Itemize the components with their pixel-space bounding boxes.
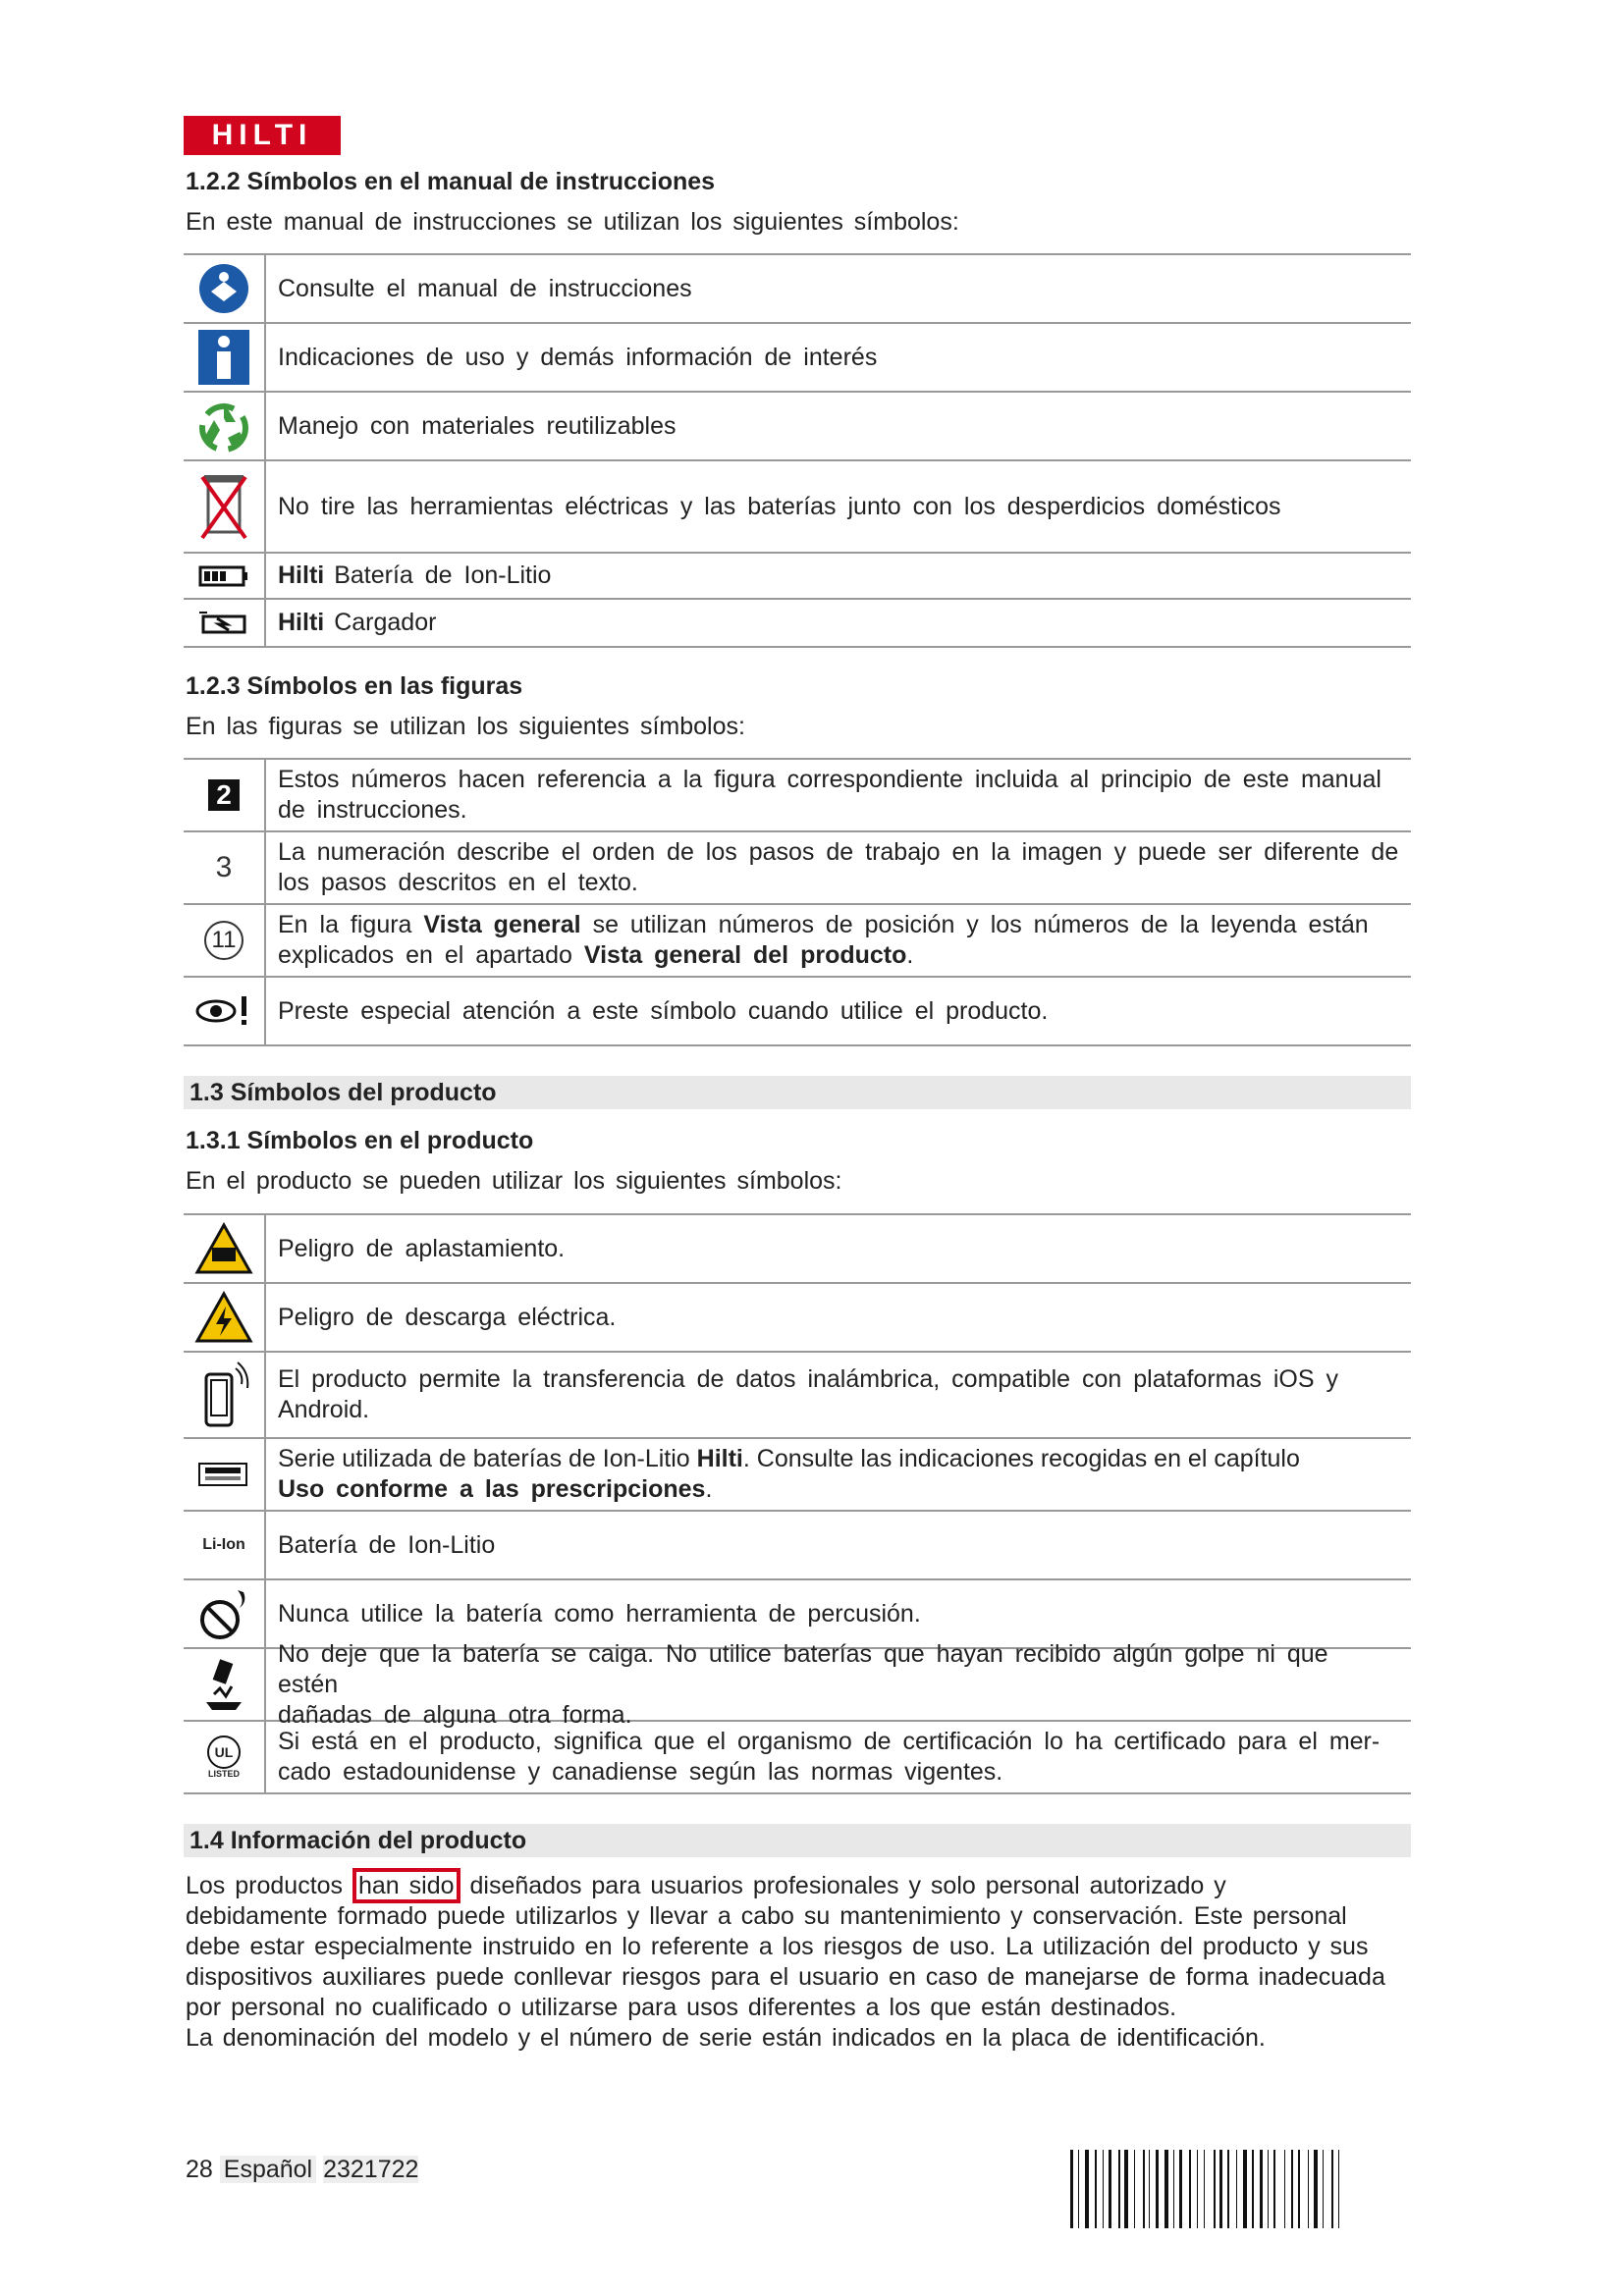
barcode-bar bbox=[1277, 2150, 1281, 2228]
barcode-bar bbox=[1204, 2150, 1205, 2228]
table-cell: No tire las herramientas eléctricas y las baterías junto con los desperdicios domésticos bbox=[278, 492, 1281, 520]
barcode-bar bbox=[1331, 2150, 1333, 2228]
barcode-bar bbox=[1113, 2150, 1115, 2228]
barcode-bar bbox=[1121, 2150, 1122, 2228]
barcode-bar bbox=[1284, 2150, 1285, 2228]
cell-line: de instrucciones. bbox=[278, 796, 467, 824]
barcode-bar bbox=[1103, 2150, 1104, 2228]
table-cell: Indicaciones de uso y demás información de interés bbox=[278, 343, 878, 371]
cell-line: En la figura Vista general se utilizan números de posición y los números de la leyenda están bbox=[278, 911, 1369, 938]
barcode-bar bbox=[1338, 2150, 1339, 2228]
cell-line: Android. bbox=[278, 1396, 370, 1423]
barcode-bar bbox=[1256, 2150, 1257, 2228]
table-row bbox=[184, 461, 1411, 554]
cell-line: Estos números hacen referencia a la figura correspondiente incluida al principio de este manual bbox=[278, 766, 1381, 793]
brand-name: Hilti bbox=[278, 609, 325, 636]
cell-line: los pasos descritos en el texto. bbox=[278, 869, 638, 896]
barcode-bar bbox=[1137, 2150, 1140, 2228]
table-row bbox=[184, 554, 1411, 600]
barcode-bar bbox=[1260, 2150, 1263, 2228]
barcode-bar bbox=[1146, 2150, 1147, 2228]
manual-icon bbox=[184, 255, 266, 322]
barcode-bar bbox=[1189, 2150, 1191, 2228]
cell-line: dañadas de alguna otra forma. bbox=[278, 1700, 632, 1729]
table-cell: Consulte el manual de instrucciones bbox=[278, 274, 692, 302]
barcode-bar bbox=[1085, 2150, 1089, 2228]
no-drop-icon bbox=[184, 1649, 266, 1720]
paragraph-line: por personal no cualificado o utilizarse para usos diferentes a los que están destinados. bbox=[186, 1994, 1177, 2021]
paragraph-line: debe estar especialmente instruido en lo referente a los riesgos de uso. La utilización del producto y sus bbox=[186, 1933, 1369, 1960]
barcode-bar bbox=[1207, 2150, 1211, 2228]
barcode-bar bbox=[1323, 2150, 1324, 2228]
wireless-phone-icon bbox=[184, 1353, 266, 1437]
table-cell bbox=[266, 905, 1411, 976]
section-intro-1-2-2: En este manual de instrucciones se utilizan los siguientes símbolos: bbox=[186, 208, 959, 236]
barcode-bar bbox=[1342, 2150, 1345, 2228]
barcode-bar bbox=[1225, 2150, 1226, 2228]
barcode-bar bbox=[1109, 2150, 1111, 2228]
barcode-bar bbox=[1273, 2150, 1275, 2228]
paragraph-line: debidamente formado puede utilizarlos y llevar a cabo su mantenimiento y conservación. Este personal bbox=[186, 1902, 1347, 1930]
barcode-bar bbox=[1179, 2150, 1182, 2228]
paragraph-line: Los productos han sido diseñados para usuarios profesionales y solo personal autorizado y bbox=[186, 1871, 1511, 1901]
barcode-bar bbox=[1131, 2150, 1133, 2228]
table-cell bbox=[266, 1353, 1411, 1437]
table-row bbox=[184, 1284, 1411, 1353]
page-number: 28 bbox=[186, 2156, 213, 2183]
barcode-bar bbox=[1124, 2150, 1128, 2228]
table-cell bbox=[266, 1722, 1411, 1792]
section-band-1-4: 1.4 Información del producto bbox=[184, 1824, 1411, 1857]
page-footer bbox=[186, 2156, 418, 2184]
eye-attention-icon bbox=[184, 978, 266, 1044]
table-row bbox=[184, 1353, 1411, 1439]
section-heading-1-2-3: 1.2.3 Símbolos en las figuras bbox=[186, 672, 523, 700]
table-row bbox=[184, 1213, 1411, 1284]
cell-line: Si está en el producto, significa que el organismo de certificación lo ha certificado para el mer- bbox=[278, 1728, 1380, 1755]
table-row bbox=[184, 393, 1411, 461]
barcode-bar bbox=[1169, 2150, 1171, 2228]
barcode-bar bbox=[1070, 2150, 1073, 2228]
highlighted-text: han sido bbox=[352, 1868, 460, 1903]
recycle-icon bbox=[184, 393, 266, 459]
barcode-bar bbox=[1296, 2150, 1297, 2228]
no-trash-icon bbox=[184, 461, 266, 552]
barcode-bar bbox=[1164, 2150, 1168, 2228]
table-cell bbox=[266, 832, 1411, 903]
barcode-bar bbox=[1214, 2150, 1216, 2228]
cell-line: explicados en el apartado Vista general del producto. bbox=[278, 941, 914, 969]
table-row bbox=[184, 1722, 1411, 1794]
barcode-bar bbox=[1291, 2150, 1293, 2228]
barcode-bar bbox=[1098, 2150, 1101, 2228]
barcode-bar bbox=[1082, 2150, 1084, 2228]
electric-warning-icon bbox=[184, 1284, 266, 1351]
barcode-bar bbox=[1078, 2150, 1079, 2228]
barcode-bar bbox=[1334, 2150, 1336, 2228]
barcode-bar bbox=[1149, 2150, 1150, 2228]
section-heading-1-3-1: 1.3.1 Símbolos en el producto bbox=[186, 1127, 534, 1154]
table-row bbox=[184, 1639, 1411, 1729]
li-ion-icon: Li-Ion bbox=[184, 1512, 266, 1578]
hilti-logo: HILTI bbox=[184, 116, 341, 155]
table-cell: Preste especial atención a este símbolo cuando utilice el producto. bbox=[278, 996, 1049, 1025]
table-row bbox=[184, 1439, 1411, 1512]
barcode-bar bbox=[1227, 2150, 1229, 2228]
barcode-bar bbox=[1321, 2150, 1322, 2228]
barcode-bar bbox=[1268, 2150, 1269, 2228]
barcode-bar bbox=[1184, 2150, 1186, 2228]
barcode-bar bbox=[1091, 2150, 1092, 2228]
table-cell: Peligro de descarga eléctrica. bbox=[278, 1303, 617, 1331]
cell-line: El producto permite la transferencia de datos inalámbrica, compatible con plataformas iOS y bbox=[278, 1365, 1338, 1393]
barcode-bar bbox=[1143, 2150, 1145, 2228]
paragraph-line: dispositivos auxiliares puede conllevar riesgos para el usuario en caso de manejarse de forma inadecuada bbox=[186, 1963, 1385, 1991]
barcode-bar bbox=[1231, 2150, 1233, 2228]
figure-number-icon: 2 bbox=[184, 760, 266, 830]
table-row bbox=[184, 324, 1411, 393]
cell-line: cado estadounidense y canadiense según las normas vigentes. bbox=[278, 1758, 1003, 1786]
barcode-bar bbox=[1219, 2150, 1222, 2228]
barcode-bar bbox=[1074, 2150, 1076, 2228]
barcode-bar bbox=[1326, 2150, 1328, 2228]
table-cell: Peligro de aplastamiento. bbox=[278, 1234, 566, 1262]
barcode-bar bbox=[1173, 2150, 1174, 2228]
section-intro-1-2-3: En las figuras se utilizan los siguientes símbolos: bbox=[186, 713, 745, 740]
brand-name: Hilti bbox=[278, 561, 325, 589]
barcode-bar bbox=[1286, 2150, 1289, 2228]
table-row bbox=[184, 1512, 1411, 1580]
symbols-manual-table bbox=[184, 253, 1411, 648]
table-cell bbox=[266, 1439, 1411, 1510]
table-cell bbox=[266, 1639, 1411, 1729]
crush-warning-icon bbox=[184, 1215, 266, 1282]
barcode-bar bbox=[1197, 2150, 1198, 2228]
barcode-bar bbox=[1314, 2150, 1318, 2228]
barcode-bar bbox=[1177, 2150, 1178, 2228]
barcode-bar bbox=[1095, 2150, 1097, 2228]
cell-line: Serie utilizada de baterías de Ion-Litio Hilti. Consulte las indicaciones recogidas en el capítulo bbox=[278, 1445, 1300, 1472]
barcode bbox=[1070, 2150, 1409, 2228]
table-cell: Batería de Ion-Litio bbox=[278, 1530, 496, 1559]
info-icon bbox=[184, 324, 266, 391]
cell-line: No deje que la batería se caiga. No utilice baterías que hayan recibido algún golpe ni que estén bbox=[278, 1639, 1328, 1698]
no-hammer-icon bbox=[184, 1580, 266, 1647]
table-cell bbox=[266, 600, 448, 646]
barcode-bar bbox=[1264, 2150, 1266, 2228]
battery-icon bbox=[184, 554, 266, 598]
cell-line: La numeración describe el orden de los pasos de trabajo en la imagen y puede ser diferente de bbox=[278, 838, 1399, 866]
paragraph-line: La denominación del modelo y el número de serie están indicados en la placa de identificación. bbox=[186, 2024, 1266, 2052]
section-band-1-3: 1.3 Símbolos del producto bbox=[184, 1076, 1411, 1109]
barcode-bar bbox=[1298, 2150, 1300, 2228]
barcode-bar bbox=[1236, 2150, 1237, 2228]
barcode-bar bbox=[1217, 2150, 1218, 2228]
step-number-icon: 3 bbox=[184, 832, 266, 903]
barcode-bar bbox=[1302, 2150, 1305, 2228]
barcode-bar bbox=[1243, 2150, 1247, 2228]
barcode-bar bbox=[1192, 2150, 1195, 2228]
table-row bbox=[184, 905, 1411, 978]
table-cell: Nunca utilice la batería como herramienta de percusión. bbox=[278, 1599, 921, 1628]
barcode-bar bbox=[1118, 2150, 1120, 2228]
barcode-bar bbox=[1201, 2150, 1203, 2228]
table-row bbox=[184, 978, 1411, 1046]
product-info-paragraph bbox=[186, 1871, 1511, 2054]
cell-text: Cargador bbox=[334, 609, 437, 636]
barcode-bar bbox=[1308, 2150, 1309, 2228]
barcode-bar bbox=[1161, 2150, 1162, 2228]
table-cell bbox=[266, 554, 563, 598]
barcode-bar bbox=[1134, 2150, 1135, 2228]
barcode-bar bbox=[1252, 2150, 1254, 2228]
document-code: 2321722 bbox=[323, 2156, 419, 2183]
table-row bbox=[184, 832, 1411, 905]
cell-text: Batería de Ion-Litio bbox=[334, 561, 552, 589]
table-cell: Manejo con materiales reutilizables bbox=[278, 411, 677, 440]
symbols-figures-table bbox=[184, 758, 1411, 1046]
language-label: Español bbox=[220, 2156, 316, 2183]
table-row bbox=[184, 600, 1411, 648]
position-number-icon: 11 bbox=[184, 905, 266, 976]
charger-icon bbox=[184, 600, 266, 646]
ul-listed-icon: UL LISTED bbox=[184, 1722, 266, 1792]
barcode-bar bbox=[1107, 2150, 1108, 2228]
symbols-product-table bbox=[184, 1213, 1411, 1794]
section-heading-1-2-2: 1.2.2 Símbolos en el manual de instrucciones bbox=[186, 168, 716, 195]
cell-line: Uso conforme a las prescripciones. bbox=[278, 1475, 713, 1503]
section-intro-1-3-1: En el producto se pueden utilizar los siguientes símbolos: bbox=[186, 1167, 842, 1195]
table-cell bbox=[266, 760, 1411, 830]
barcode-bar bbox=[1250, 2150, 1251, 2228]
barcode-bar bbox=[1156, 2150, 1159, 2228]
table-row bbox=[184, 758, 1411, 832]
barcode-bar bbox=[1238, 2150, 1241, 2228]
table-row bbox=[184, 253, 1411, 324]
battery-series-icon bbox=[184, 1439, 266, 1510]
barcode-bar bbox=[1310, 2150, 1312, 2228]
barcode-bar bbox=[1153, 2150, 1155, 2228]
